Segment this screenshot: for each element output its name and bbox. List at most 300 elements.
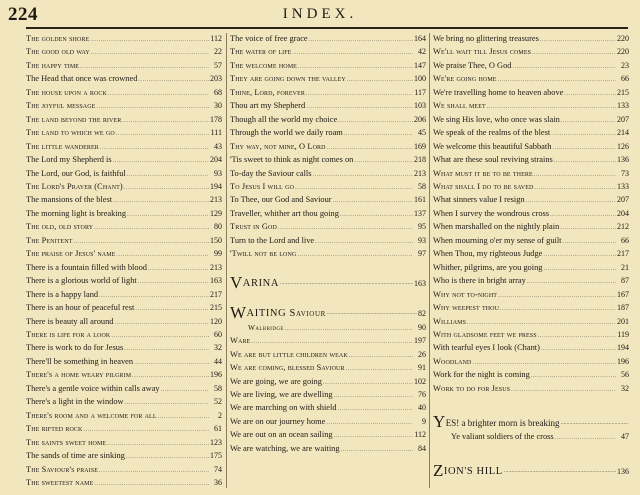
entry-title: There is an hour of peaceful rest xyxy=(26,303,135,313)
index-entry xyxy=(230,429,426,442)
column-divider xyxy=(226,33,227,488)
dot-leader xyxy=(472,358,616,369)
entry-page: 117 xyxy=(414,87,426,97)
dot-leader xyxy=(334,431,413,442)
entry-page: 111 xyxy=(210,128,222,138)
entry-page: 133 xyxy=(617,181,629,191)
entry-page: 137 xyxy=(414,208,426,218)
entry-title: When mourning o'er my sense of guilt xyxy=(433,235,562,245)
entry-page: 2 xyxy=(218,410,222,420)
index-entry xyxy=(433,127,629,140)
entry-title: The old, old story xyxy=(26,222,94,232)
dot-leader xyxy=(135,304,209,315)
dot-leader xyxy=(538,331,616,342)
entry-title: There's room and a welcome for all xyxy=(26,410,157,420)
heading-text: ION'S HILL xyxy=(443,466,503,478)
entry-title: To Thee, our God and Saviour xyxy=(230,195,332,205)
dot-leader xyxy=(531,371,616,382)
entry-page: 58 xyxy=(214,383,222,393)
dot-leader xyxy=(125,398,209,409)
dot-leader xyxy=(309,35,413,46)
dot-leader xyxy=(138,277,209,288)
dot-leader xyxy=(326,418,413,429)
entry-title: The golden shore xyxy=(26,34,90,43)
entry-page: 74 xyxy=(214,464,222,474)
index-entry xyxy=(26,221,222,234)
entry-page: 66 xyxy=(621,235,629,245)
entry-page: 100 xyxy=(414,74,426,84)
index-entry xyxy=(230,73,426,86)
index-entry xyxy=(230,349,426,362)
index-entry xyxy=(230,194,426,207)
dot-leader xyxy=(285,324,413,335)
dot-leader xyxy=(91,48,209,59)
entry-page: 23 xyxy=(621,60,629,70)
index-entry xyxy=(26,73,222,86)
entry-title: The mansions of the blest xyxy=(26,195,113,205)
entry-title: 'Twill not be long xyxy=(230,249,297,259)
section-heading-varina xyxy=(230,272,426,292)
entry-page: 161 xyxy=(414,195,426,205)
entry-title: Through the world we daily roam xyxy=(230,128,343,138)
entry-page: 26 xyxy=(418,349,426,359)
entry-title: We are coming, blessed Saviour xyxy=(230,363,345,373)
entry-page: 103 xyxy=(414,101,426,111)
entry-page: 80 xyxy=(214,222,222,232)
entry-page: 220 xyxy=(617,47,629,57)
entry-title: We are marching on with shield xyxy=(230,403,337,413)
entry-title: The sweetest name xyxy=(26,477,94,487)
index-entry xyxy=(433,248,629,261)
entry-title: Though all the world my choice xyxy=(230,114,338,124)
entry-page: 164 xyxy=(414,34,426,43)
index-entry xyxy=(230,248,426,261)
dot-leader xyxy=(512,62,616,73)
entry-page: 213 xyxy=(210,262,222,272)
entry-title: There is life for a look xyxy=(26,329,111,339)
entry-title: The land beyond the river xyxy=(26,114,122,124)
entry-page: 76 xyxy=(418,389,426,399)
heading-page: 136 xyxy=(617,467,629,477)
entry-page: 129 xyxy=(210,208,222,218)
column-divider xyxy=(429,33,430,488)
index-entry xyxy=(433,383,629,396)
entry-page: 90 xyxy=(418,322,426,332)
dot-leader xyxy=(467,318,616,329)
dot-leader xyxy=(134,358,209,369)
dot-leader xyxy=(127,170,209,181)
entry-title: 'Tis sweet to think as night comes on xyxy=(230,155,354,165)
entry-page: 215 xyxy=(617,87,629,97)
dot-leader xyxy=(564,89,616,100)
entry-page: 21 xyxy=(621,262,629,272)
entry-page: 212 xyxy=(617,222,629,232)
entry-page: 73 xyxy=(621,168,629,178)
entry-title: Thou art my Shepherd xyxy=(230,101,306,111)
index-entry xyxy=(433,60,629,73)
heading-page: 163 xyxy=(414,279,426,289)
entry-title: Ware xyxy=(230,336,251,346)
entry-page: 97 xyxy=(418,249,426,259)
dot-leader xyxy=(113,196,209,207)
index-entry xyxy=(26,289,222,302)
entry-title: The Lord my Shepherd is xyxy=(26,155,112,165)
entry-page: 30 xyxy=(214,101,222,111)
entry-title: We're going home xyxy=(433,74,497,84)
index-entry xyxy=(433,87,629,100)
entry-title: Woodland xyxy=(433,356,472,366)
entry-title: There's a light in the window xyxy=(26,397,124,407)
index-entry xyxy=(433,316,629,329)
dot-leader xyxy=(550,210,616,221)
dot-leader xyxy=(498,291,616,302)
entry-title: The sands of time are sinking xyxy=(26,451,125,461)
index-entry xyxy=(230,389,426,402)
entry-title: When marshalled on the nightly plain xyxy=(433,222,560,232)
page-title: INDEX. xyxy=(282,6,358,22)
entry-title: There is beauty all around xyxy=(26,316,114,326)
index-entry xyxy=(230,127,426,140)
dot-leader xyxy=(99,466,209,477)
entry-title: They are going down the valley xyxy=(230,74,346,84)
entry-page: 206 xyxy=(414,114,426,124)
entry-title: Work for the night is coming xyxy=(433,370,530,380)
index-entry xyxy=(26,141,222,154)
heading-initial: Z xyxy=(433,460,444,480)
entry-title: We shall meet xyxy=(433,101,486,111)
index-entry xyxy=(230,362,426,375)
entry-title: Williams xyxy=(433,316,467,326)
entry-title: The joyful message xyxy=(26,101,96,111)
index-entry xyxy=(26,194,222,207)
entry-title: With tearful eyes I look (Chant) xyxy=(433,343,540,353)
index-entry xyxy=(26,127,222,140)
entry-title: Thine, Lord, forever xyxy=(230,87,305,97)
entry-page: 194 xyxy=(617,343,629,353)
dot-leader xyxy=(541,344,616,355)
entry-title: The happy time xyxy=(26,60,80,70)
index-entry xyxy=(230,376,426,389)
entry-page: 61 xyxy=(214,424,222,434)
entry-page: 213 xyxy=(210,195,222,205)
dot-leader xyxy=(511,385,616,396)
entry-title: The praise of Jesus' name xyxy=(26,249,116,259)
entry-page: 32 xyxy=(621,383,629,393)
entry-title: The house upon a rock xyxy=(26,87,107,97)
dot-leader xyxy=(323,378,413,389)
entry-title: The welcome home xyxy=(230,60,297,70)
entry-title: We praise Thee, O God xyxy=(433,60,512,70)
entry-title: The Lord, our God, is faithful xyxy=(26,168,126,178)
dot-leader xyxy=(113,156,209,167)
entry-page: 187 xyxy=(617,303,629,313)
entry-title: When Thou, my righteous Judge xyxy=(433,249,543,259)
entry-title: The rifted rock xyxy=(26,424,83,434)
entry-title: We are watching, we are waiting xyxy=(230,443,340,453)
heading-initial: W xyxy=(230,302,247,322)
dot-leader xyxy=(99,291,209,302)
index-entry xyxy=(26,464,222,477)
entry-page: 112 xyxy=(210,34,222,43)
entry-page: 215 xyxy=(210,303,222,313)
dot-leader xyxy=(349,351,413,362)
entry-page: 214 xyxy=(617,128,629,138)
dot-leader xyxy=(278,223,413,234)
heading-initial: V xyxy=(230,272,243,292)
dot-leader xyxy=(333,196,413,207)
entry-title: There'll be something in heaven xyxy=(26,356,134,366)
index-entry xyxy=(230,141,426,154)
dot-leader xyxy=(161,385,209,396)
entry-page: 43 xyxy=(214,141,222,151)
index-entry xyxy=(26,342,222,355)
page-number: 224 xyxy=(8,4,38,25)
entry-page: 196 xyxy=(210,370,222,380)
dot-leader xyxy=(122,116,209,127)
column-1 xyxy=(26,33,222,488)
index-entry xyxy=(230,100,426,113)
entry-page: 133 xyxy=(617,101,629,111)
entry-title: There's a gentle voice within calls away xyxy=(26,383,160,393)
dot-leader xyxy=(527,277,616,288)
entry-page: 178 xyxy=(210,114,222,124)
dot-leader xyxy=(526,196,616,207)
entry-page: 66 xyxy=(621,74,629,84)
dot-leader xyxy=(534,170,616,181)
entry-page: 169 xyxy=(414,141,426,151)
entry-title: We are but little children weak xyxy=(230,349,348,359)
entry-title: The Saviour's praise xyxy=(26,464,99,474)
entry-page: 136 xyxy=(617,155,629,165)
entry-page: 52 xyxy=(214,397,222,407)
entry-title: The voice of free grace xyxy=(230,34,308,43)
dot-leader xyxy=(116,129,209,140)
index-entry xyxy=(26,235,222,248)
dot-leader xyxy=(83,425,209,436)
index-entry xyxy=(230,46,426,59)
entry-page: 147 xyxy=(414,60,426,70)
dot-leader xyxy=(561,116,616,127)
entry-title: We are on our journey home xyxy=(230,416,326,426)
index-entry xyxy=(230,416,426,429)
entry-title: There is a fountain filled with blood xyxy=(26,262,147,272)
dot-leader xyxy=(127,210,209,221)
entry-page: 56 xyxy=(621,370,629,380)
index-entry xyxy=(26,477,222,490)
index-entry xyxy=(26,302,222,315)
dot-leader xyxy=(306,102,413,113)
entry-page: 203 xyxy=(210,74,222,84)
entry-page: 102 xyxy=(414,376,426,386)
dot-leader xyxy=(338,116,413,127)
entry-title: The Head that once was crowned xyxy=(26,74,138,84)
index-entry xyxy=(433,73,629,86)
index-entry xyxy=(230,154,426,167)
index-entry xyxy=(433,33,629,46)
entry-page: 68 xyxy=(214,87,222,97)
index-entry xyxy=(230,221,426,234)
index-entry xyxy=(230,168,426,181)
index-entry xyxy=(230,335,426,348)
dot-leader xyxy=(498,75,616,86)
entry-page: 112 xyxy=(414,430,426,440)
entry-page: 36 xyxy=(214,477,222,487)
index-entry xyxy=(230,114,426,127)
index-entry xyxy=(230,402,426,415)
dot-leader xyxy=(344,129,413,140)
dot-leader xyxy=(114,318,209,329)
dot-leader xyxy=(100,143,209,154)
entry-page: 196 xyxy=(617,356,629,366)
index-entry xyxy=(433,46,629,59)
entry-page: 217 xyxy=(210,289,222,299)
dot-leader xyxy=(554,156,616,167)
dot-leader xyxy=(292,48,413,59)
index-entry xyxy=(26,248,222,261)
entry-title: The Lord's Prayer (Chant) xyxy=(26,181,123,191)
index-entry xyxy=(26,33,222,46)
entry-title: There is work to do for Jesus xyxy=(26,343,124,353)
entry-title: We are living, we are dwelling xyxy=(230,389,333,399)
dot-leader xyxy=(532,48,616,59)
heading-text: AITING Saviour xyxy=(246,308,326,320)
index-entry xyxy=(26,100,222,113)
dot-leader xyxy=(124,344,209,355)
index-entry xyxy=(26,316,222,329)
index-entry xyxy=(26,154,222,167)
dot-leader xyxy=(126,452,209,463)
index-entry xyxy=(433,114,629,127)
index-entry xyxy=(26,168,222,181)
entry-page: 207 xyxy=(617,195,629,205)
index-entry xyxy=(26,60,222,73)
entry-page: 42 xyxy=(418,47,426,57)
index-entry xyxy=(230,208,426,221)
entry-page: 119 xyxy=(617,329,629,339)
heading-text: ARINA xyxy=(242,278,280,290)
entry-page: 91 xyxy=(418,363,426,373)
index-entry xyxy=(26,450,222,463)
index-entry xyxy=(26,46,222,59)
entry-title: We are out on an ocean sailing xyxy=(230,430,333,440)
index-entry xyxy=(433,141,629,154)
dot-leader xyxy=(338,404,413,415)
entry-title: The good old way xyxy=(26,47,90,57)
column-2 xyxy=(230,33,426,488)
index-entry xyxy=(230,181,426,194)
entry-page: 123 xyxy=(210,437,222,447)
dot-leader xyxy=(297,250,413,261)
dot-leader xyxy=(138,75,209,86)
dot-leader xyxy=(90,35,209,46)
entry-page: 213 xyxy=(414,168,426,178)
entry-page: 197 xyxy=(414,336,426,346)
index-entry xyxy=(433,208,629,221)
index-entry xyxy=(433,262,629,275)
dot-leader xyxy=(540,35,616,46)
dot-leader xyxy=(313,170,413,181)
index-entry xyxy=(26,181,222,194)
entry-title: To-day the Saviour calls xyxy=(230,168,312,178)
entry-title: We are going, we are going xyxy=(230,376,322,386)
entry-page: 201 xyxy=(617,316,629,326)
dot-leader xyxy=(251,337,413,348)
entry-title: With gladsome feet we press xyxy=(433,329,537,339)
entry-page: 87 xyxy=(621,276,629,286)
index-entry xyxy=(26,275,222,288)
entry-title: The water of life xyxy=(230,47,292,57)
index-entry xyxy=(230,33,426,46)
index-entry xyxy=(433,100,629,113)
index-entry xyxy=(433,235,629,248)
index-entry xyxy=(26,437,222,450)
entry-title: Traveller, whither art thou going xyxy=(230,208,339,218)
dot-leader xyxy=(487,102,616,113)
index-entry xyxy=(433,369,629,382)
entry-title: Turn to the Lord and live xyxy=(230,235,315,245)
entry-title: We sing His love, who once was slain xyxy=(433,114,560,124)
entry-title: What must it be to be there xyxy=(433,168,533,178)
index-entry xyxy=(433,168,629,181)
entry-title: What are these soul reviving strains xyxy=(433,155,553,165)
dot-leader xyxy=(73,237,209,248)
entry-page: 84 xyxy=(418,443,426,453)
entry-page: 175 xyxy=(210,451,222,461)
entry-page: 167 xyxy=(617,289,629,299)
index-entry xyxy=(230,87,426,100)
entry-page: 32 xyxy=(214,343,222,353)
entry-page: 150 xyxy=(210,235,222,245)
dot-leader xyxy=(334,391,413,402)
dot-leader xyxy=(315,237,413,248)
entry-page: 163 xyxy=(210,276,222,286)
index-entry xyxy=(433,302,629,315)
index-entry xyxy=(433,181,629,194)
dot-leader xyxy=(148,264,209,275)
index-entry xyxy=(433,289,629,302)
entry-page: 120 xyxy=(210,316,222,326)
dot-leader xyxy=(298,62,413,73)
index-entry xyxy=(26,356,222,369)
dot-leader xyxy=(341,445,413,456)
entry-title: We'll wait till Jesus comes xyxy=(433,47,532,57)
entry-title: We bring no glittering treasures xyxy=(433,34,539,43)
entry-title: Who is there in bright array xyxy=(433,276,526,286)
index-entry xyxy=(230,235,426,248)
entry-page: 93 xyxy=(418,235,426,245)
entry-page: 204 xyxy=(617,208,629,218)
entry-title: There is a glorious world of light xyxy=(26,276,137,286)
dot-leader xyxy=(107,439,209,450)
entry-page: 95 xyxy=(418,222,426,232)
column-3 xyxy=(433,33,629,488)
index-entry xyxy=(230,322,426,335)
entry-title: The saints sweet home xyxy=(26,437,107,447)
entry-page: 204 xyxy=(210,155,222,165)
entry-page: 60 xyxy=(214,329,222,339)
dot-leader xyxy=(534,183,616,194)
entry-title: What sinners value I resign xyxy=(433,195,525,205)
entry-page: 217 xyxy=(617,249,629,259)
dot-leader xyxy=(158,412,209,423)
index-entry xyxy=(433,194,629,207)
dot-leader xyxy=(132,371,209,382)
entry-title: When I survey the wondrous cross xyxy=(433,208,550,218)
index-entry xyxy=(26,208,222,221)
entry-page: 218 xyxy=(414,155,426,165)
entry-title: The morning light is breaking xyxy=(26,208,127,218)
entry-title: Thy way, not mine, O Lord xyxy=(230,141,326,151)
